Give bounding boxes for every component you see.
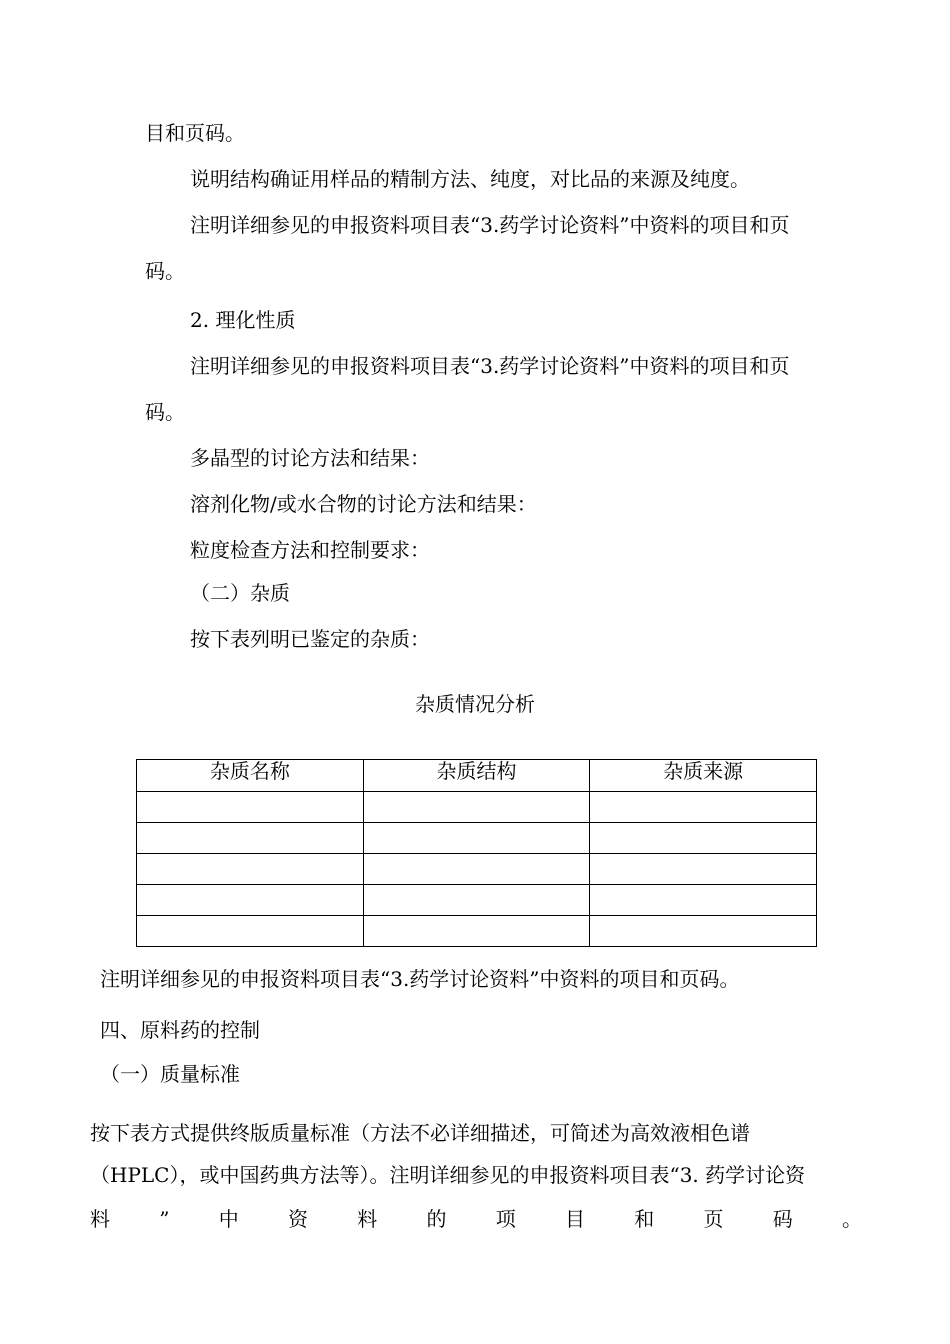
paragraph-line: 溶剂化物/或水合物的讨论方法和结果： — [190, 492, 537, 516]
table-cell — [363, 885, 590, 916]
justified-char: 码 — [772, 1207, 793, 1231]
table-cell — [137, 854, 364, 885]
table-cell — [590, 885, 817, 916]
table-cell — [590, 823, 817, 854]
table-row — [137, 885, 817, 916]
table-cell — [137, 823, 364, 854]
table-cell — [363, 823, 590, 854]
paragraph-line: 按下表方式提供终版质量标准（方法不必详细描述，可简述为高效液相色谱 — [90, 1121, 750, 1145]
paragraph-line: （HPLC），或中国药典方法等）。注明详细参见的申报资料项目表“3. 药学讨论资 — [90, 1163, 806, 1187]
table-header-cell: 杂质名称 — [137, 760, 364, 792]
justified-char: ” — [159, 1207, 170, 1231]
justified-char: 项 — [495, 1207, 516, 1231]
paragraph-line: 注明详细参见的申报资料项目表“3.药学讨论资料”中资料的项目和页 — [190, 354, 790, 378]
paragraph-line: 说明结构确证用样品的精制方法、纯度，对比品的来源及纯度。 — [190, 167, 750, 191]
justified-char: 料 — [90, 1207, 110, 1231]
table-cell — [590, 792, 817, 823]
paragraph-line: 码。 — [145, 400, 185, 424]
justified-char: 目 — [564, 1207, 585, 1231]
table-cell — [363, 916, 590, 947]
paragraph-line: 注明详细参见的申报资料项目表“3.药学讨论资料”中资料的项目和页码。 — [100, 967, 740, 991]
justified-char: 中 — [218, 1207, 239, 1231]
table-header-cell: 杂质来源 — [590, 760, 817, 792]
paragraph-line: 码。 — [145, 259, 185, 283]
section-heading: （二）杂质 — [190, 581, 290, 605]
table-cell — [590, 854, 817, 885]
paragraph-line: 注明详细参见的申报资料项目表“3.药学讨论资料”中资料的项目和页 — [190, 213, 790, 237]
table-row — [137, 823, 817, 854]
table-cell — [363, 792, 590, 823]
table-row — [137, 792, 817, 823]
table-header-row — [137, 760, 817, 792]
paragraph-line: 按下表列明已鉴定的杂质： — [190, 627, 430, 651]
section-heading: 四、原料药的控制 — [100, 1018, 260, 1042]
table-caption: 杂质情况分析 — [415, 692, 535, 716]
paragraph-line: 粒度检查方法和控制要求： — [190, 538, 430, 562]
justified-char: 页 — [703, 1207, 724, 1231]
impurity-table — [136, 759, 817, 947]
table-row — [137, 916, 817, 947]
justified-char: 。 — [841, 1207, 862, 1231]
justified-line — [90, 1205, 862, 1233]
paragraph-line: 目和页码。 — [145, 121, 245, 145]
section-heading: 2. 理化性质 — [190, 308, 296, 332]
section-heading: （一）质量标准 — [100, 1062, 240, 1086]
justified-char: 的 — [426, 1207, 447, 1231]
table-cell — [363, 854, 590, 885]
table-cell — [590, 916, 817, 947]
table-row — [137, 854, 817, 885]
justified-char: 料 — [357, 1207, 378, 1231]
table-cell — [137, 792, 364, 823]
paragraph-line: 多晶型的讨论方法和结果： — [190, 446, 430, 470]
table-cell — [137, 916, 364, 947]
table-header-cell: 杂质结构 — [363, 760, 590, 792]
justified-char: 和 — [634, 1207, 655, 1231]
table-cell — [137, 885, 364, 916]
justified-char: 资 — [287, 1207, 308, 1231]
